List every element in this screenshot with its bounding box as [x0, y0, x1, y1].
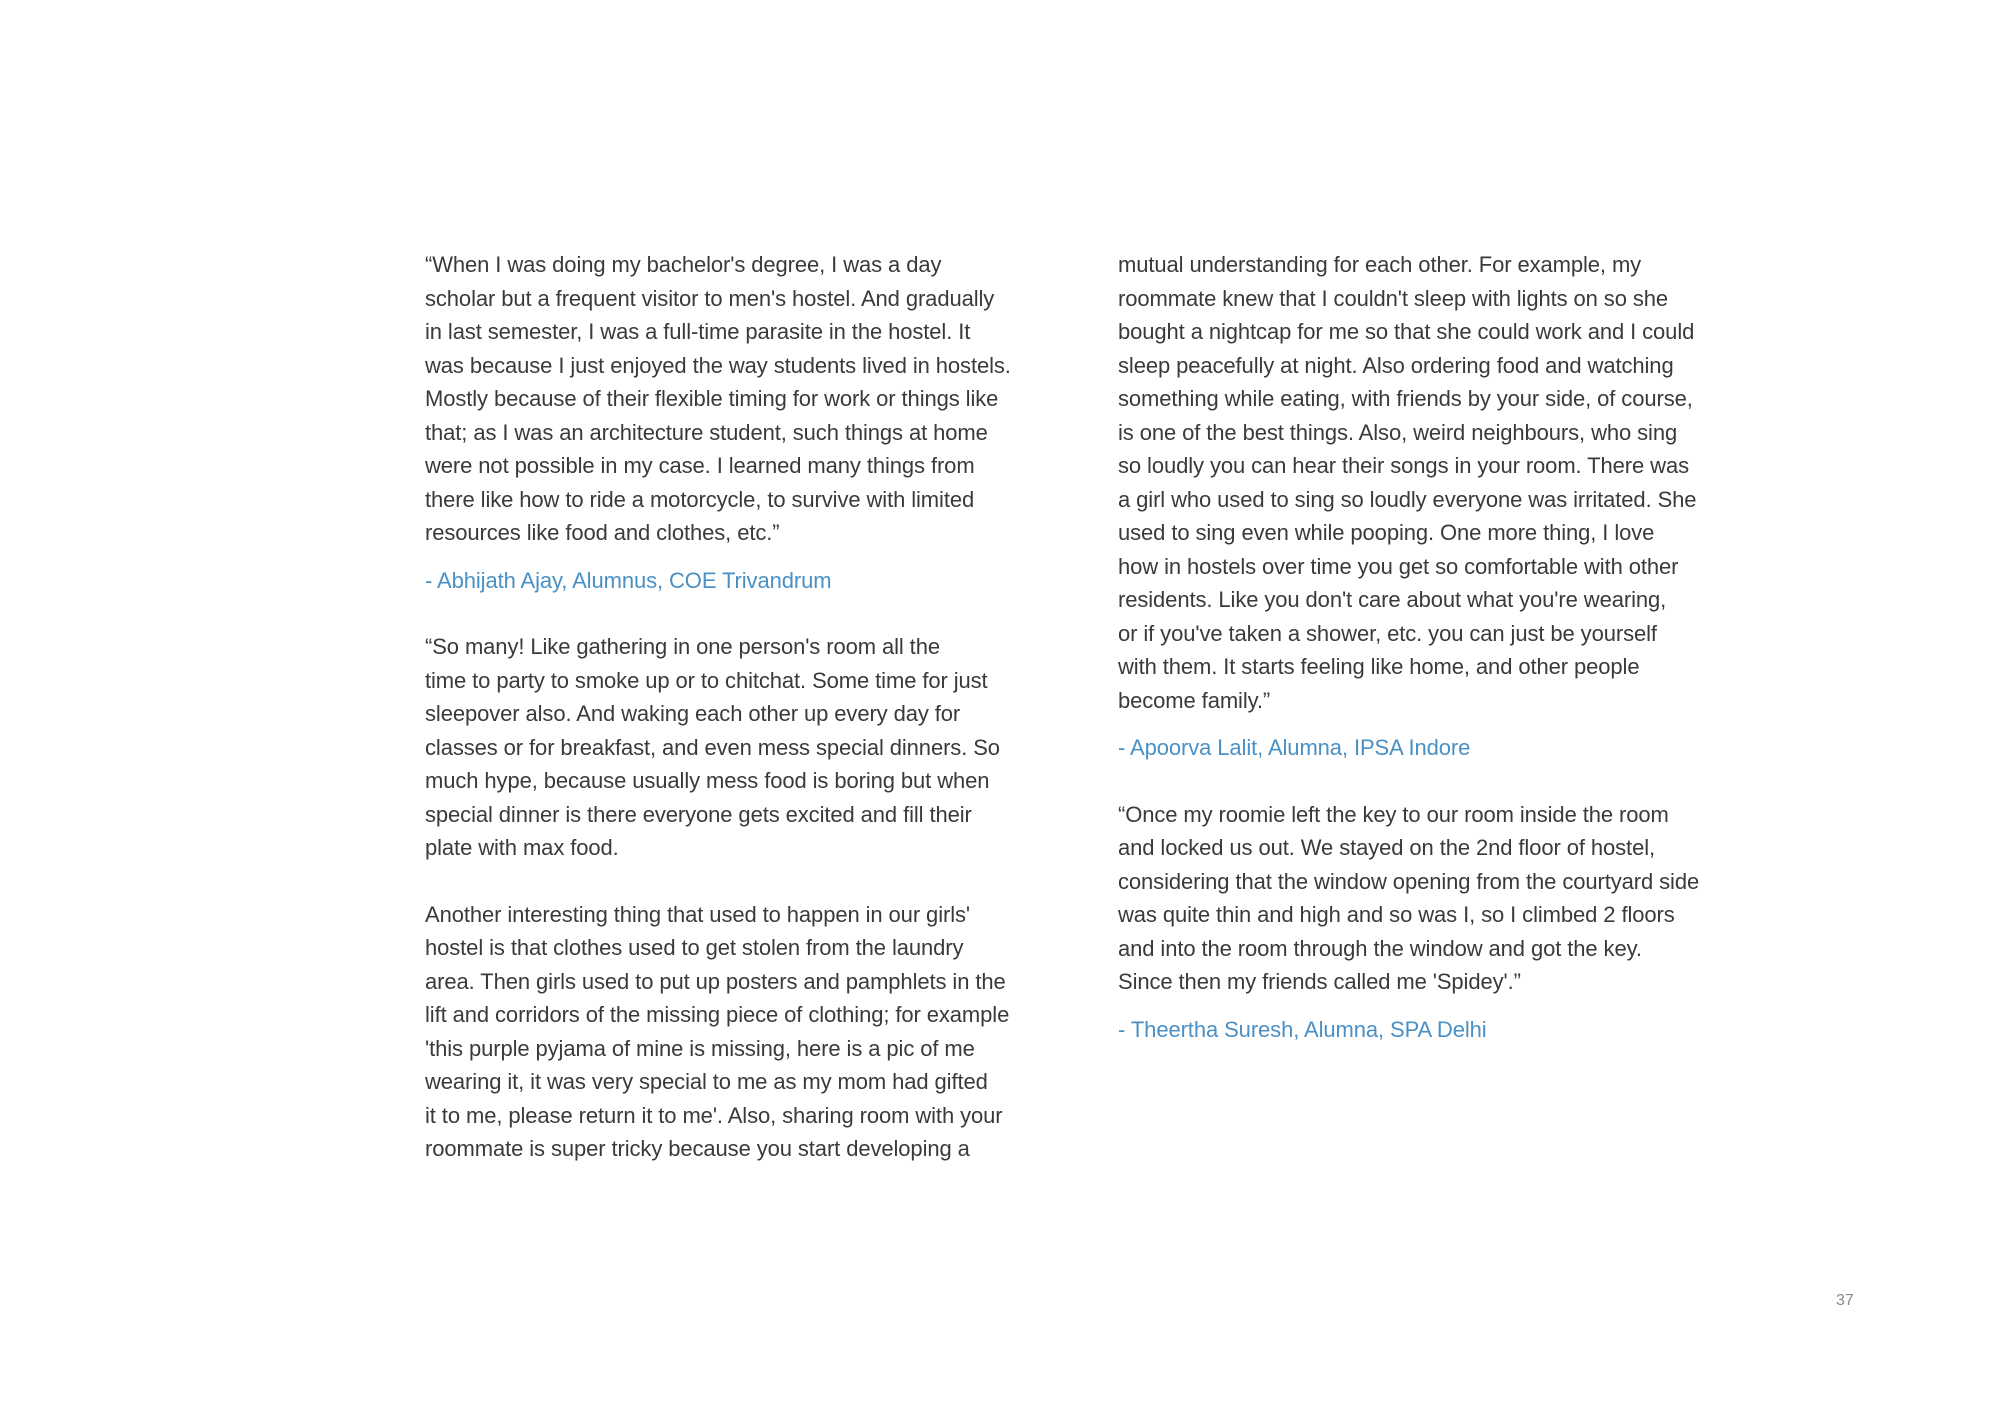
- attribution-abhijath: - Abhijath Ajay, Alumnus, COE Trivandrum: [425, 567, 832, 593]
- quote-line: was quite thin and high and so was I, so I climbed 2 floors: [1118, 902, 1675, 927]
- quote-line: “Once my roomie left the key to our room inside the room: [1118, 801, 1669, 827]
- quote-line: a girl who used to sing so loudly everyone was irritated. She: [1118, 486, 1697, 512]
- quote-line: was because I just enjoyed the way students lived in hostels.: [425, 352, 1011, 378]
- attribution-theertha: - Theertha Suresh, Alumna, SPA Delhi: [1118, 1016, 1487, 1042]
- quote-line: “When I was doing my bachelor's degree, I was a day: [425, 252, 942, 277]
- attribution-apoorva: - Apoorva Lalit, Alumna, IPSA Indore: [1118, 735, 1471, 760]
- right-column: [1118, 248, 1778, 1046]
- quote-line: classes or for breakfast, and even mess special dinners. So: [425, 734, 1000, 760]
- quote-line: Another interesting thing that used to happen in our girls': [425, 901, 970, 927]
- quote-line: lift and corridors of the missing piece of clothing; for example: [425, 1002, 1010, 1027]
- quote-line: sleepover also. And waking each other up every day for: [425, 701, 961, 726]
- quote-line: scholar but a frequent visitor to men's hostel. And gradually: [425, 285, 995, 311]
- quote-theertha: [1118, 798, 1778, 999]
- quote-line: roommate is super tricky because you start developing a: [425, 1136, 970, 1161]
- quote-line: bought a nightcap for me so that she could work and I could: [1118, 319, 1695, 344]
- quote-line: much hype, because usually mess food is boring but when: [425, 768, 990, 793]
- quote-line: hostel is that clothes used to get stolen from the laundry: [425, 935, 964, 960]
- quote-line: wearing it, it was very special to me as my mom had gifted: [425, 1069, 988, 1094]
- quote-line: roommate knew that I couldn't sleep with lights on so she: [1118, 285, 1669, 311]
- quote-abhijath: [425, 248, 1085, 550]
- quote-line: “So many! Like gathering in one person's room all the: [425, 634, 940, 659]
- quote-line: it to me, please return it to me'. Also, sharing room with your: [425, 1102, 1003, 1128]
- quote-line: that; as I was an architecture student, such things at home: [425, 419, 988, 445]
- quote-line: special dinner is there everyone gets excited and fill their: [425, 801, 972, 827]
- quote-line: become family.”: [1118, 687, 1271, 713]
- quote-line: resources like food and clothes, etc.”: [425, 520, 780, 545]
- quote-line: sleep peacefully at night. Also ordering food and watching: [1118, 352, 1674, 378]
- page-number: 37: [1836, 1292, 1854, 1309]
- quote-line: 'this purple pyjama of mine is missing, here is a pic of me: [425, 1035, 975, 1061]
- quote-apoorva-part2: [425, 898, 1085, 1166]
- left-column: [425, 248, 1085, 1166]
- quote-line: in last semester, I was a full-time parasite in the hostel. It: [425, 319, 971, 344]
- quote-line: so loudly you can hear their songs in your room. There was: [1118, 453, 1689, 478]
- quote-line: residents. Like you don't care about what you're wearing,: [1118, 587, 1667, 612]
- quote-line: or if you've taken a shower, etc. you can just be yourself: [1118, 620, 1657, 646]
- quote-line: plate with max food.: [425, 835, 619, 860]
- quote-line: used to sing even while pooping. One more thing, I love: [1118, 520, 1655, 545]
- quote-apoorva-part3: [1118, 248, 1778, 717]
- quote-line: something while eating, with friends by your side, of course,: [1118, 386, 1693, 411]
- quote-line: there like how to ride a motorcycle, to survive with limited: [425, 486, 975, 512]
- quote-line: and into the room through the window and got the key.: [1118, 935, 1642, 961]
- quote-line: and locked us out. We stayed on the 2nd floor of hostel,: [1118, 835, 1656, 860]
- quote-line: with them. It starts feeling like home, and other people: [1118, 654, 1640, 679]
- quote-line: considering that the window opening from the courtyard side: [1118, 868, 1700, 894]
- quote-line: how in hostels over time you get so comfortable with other: [1118, 553, 1679, 579]
- quote-line: Since then my friends called me 'Spidey'.”: [1118, 969, 1521, 994]
- quote-apoorva-part1: [425, 630, 1085, 865]
- quote-line: time to party to smoke up or to chitchat. Some time for just: [425, 667, 988, 693]
- quote-line: were not possible in my case. I learned many things from: [425, 453, 975, 478]
- quote-line: Mostly because of their flexible timing for work or things like: [425, 386, 999, 411]
- quote-line: mutual understanding for each other. For example, my: [1118, 252, 1642, 277]
- quote-line: area. Then girls used to put up posters and pamphlets in the: [425, 968, 1006, 994]
- quote-line: is one of the best things. Also, weird neighbours, who sing: [1118, 419, 1678, 445]
